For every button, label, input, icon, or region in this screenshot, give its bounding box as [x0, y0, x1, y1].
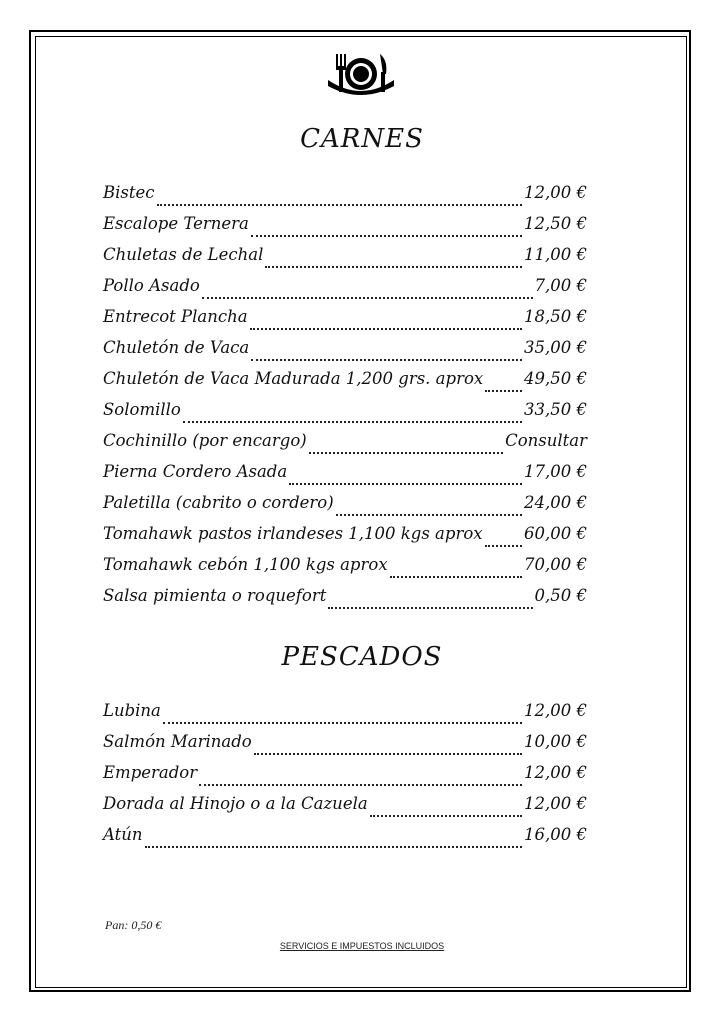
item-price: 16,00 € [524, 825, 587, 844]
item-name: Salmón Marinado [103, 732, 252, 751]
dot-leader [157, 204, 523, 206]
item-name: Bistec [103, 183, 155, 202]
dot-leader [390, 576, 522, 578]
item-name: Lubina [103, 701, 161, 720]
menu-item [103, 701, 587, 732]
item-name: Chuletón de Vaca [103, 338, 250, 357]
item-name: Pollo Asado [103, 276, 200, 295]
dot-leader [254, 753, 522, 755]
item-price: 12,00 € [524, 763, 587, 782]
dot-leader [199, 784, 522, 786]
item-price: 11,00 € [524, 245, 587, 264]
dot-leader [145, 846, 523, 848]
item-name: Emperador [103, 763, 198, 782]
menu-item [103, 794, 587, 825]
dot-leader [485, 390, 522, 392]
item-name: Paletilla (cabrito o cordero) [103, 493, 334, 512]
item-price: 10,00 € [524, 732, 587, 751]
item-name: Pierna Cordero Asada [103, 462, 288, 481]
item-name: Cochinillo (por encargo) [103, 431, 307, 450]
dot-leader [336, 514, 522, 516]
item-price: 12,00 € [524, 794, 587, 813]
section-title-carnes: CARNES [300, 124, 424, 154]
menu-item [103, 462, 587, 493]
menu-item [103, 183, 587, 214]
item-price: Consultar [505, 431, 587, 450]
menu-item [103, 732, 587, 763]
item-price: 49,50 € [524, 369, 587, 388]
dot-leader [265, 266, 522, 268]
item-name: Escalope Ternera [103, 214, 249, 233]
dot-leader [309, 452, 503, 454]
menu-item [103, 493, 587, 524]
menu-item [103, 524, 587, 555]
item-price: 60,00 € [524, 524, 587, 543]
menu-item [103, 245, 587, 276]
footer-note: SERVICIOS E IMPUESTOS INCLUIDOS [279, 941, 445, 951]
dot-leader [328, 607, 532, 609]
dot-leader [289, 483, 522, 485]
cutlery-plate-icon [326, 50, 396, 98]
item-name: Chuletas de Lechal [103, 245, 264, 264]
item-name: Solomillo [103, 400, 181, 419]
menu-item [103, 555, 587, 586]
item-name: Tomahawk pastos irlandeses 1,100 kgs aprox [103, 524, 483, 543]
item-price: 35,00 € [524, 338, 587, 357]
item-name: Atún [103, 825, 143, 844]
menu-item [103, 763, 587, 794]
dot-leader [251, 359, 522, 361]
menu-item [103, 586, 587, 617]
item-name: Dorada al Hinojo o a la Cazuela [103, 794, 368, 813]
menu-item [103, 431, 587, 462]
item-price: 17,00 € [524, 462, 587, 481]
item-price: 24,00 € [524, 493, 587, 512]
menu-item [103, 369, 587, 400]
item-price: 70,00 € [524, 555, 587, 574]
dot-leader [370, 815, 522, 817]
menu-item [103, 338, 587, 369]
dot-leader [251, 235, 522, 237]
section-title-pescados: PESCADOS [281, 642, 443, 672]
dot-leader [250, 328, 522, 330]
menu-item [103, 400, 587, 431]
dot-leader [202, 297, 533, 299]
dot-leader [485, 545, 522, 547]
item-price: 18,50 € [524, 307, 587, 326]
item-price: 7,00 € [534, 276, 587, 295]
dot-leader [183, 421, 522, 423]
carnes-list [103, 183, 587, 617]
item-price: 0,50 € [534, 586, 587, 605]
menu-item [103, 825, 587, 856]
item-name: Salsa pimienta o roquefort [103, 586, 327, 605]
item-price: 12,00 € [524, 183, 587, 202]
menu-item [103, 214, 587, 245]
pescados-list [103, 701, 587, 856]
item-price: 33,50 € [524, 400, 587, 419]
item-name: Entrecot Plancha [103, 307, 248, 326]
item-name: Chuletón de Vaca Madurada 1,200 grs. aprox [103, 369, 484, 388]
dot-leader [163, 722, 522, 724]
bread-price-note: Pan: 0,50 € [105, 918, 162, 932]
menu-item [103, 307, 587, 338]
item-name: Tomahawk cebón 1,100 kgs aprox [103, 555, 388, 574]
item-price: 12,00 € [524, 701, 587, 720]
menu-item [103, 276, 587, 307]
item-price: 12,50 € [524, 214, 587, 233]
